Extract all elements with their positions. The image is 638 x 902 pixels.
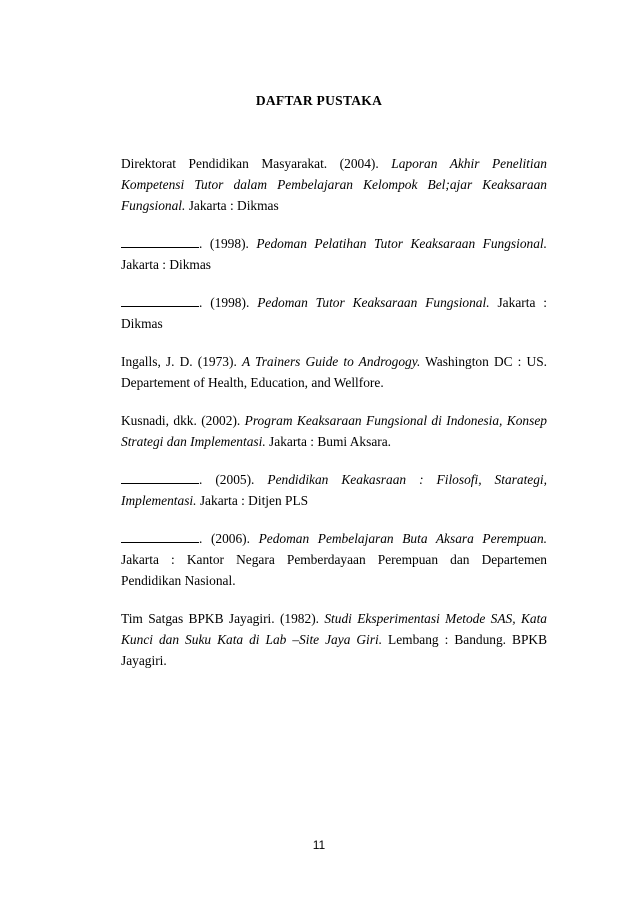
reference-entry xyxy=(121,608,547,671)
reference-publisher: Jakarta : Dikmas xyxy=(121,257,211,272)
repeat-author-dash xyxy=(121,237,199,248)
reference-publisher: Jakarta : Bumi Aksara. xyxy=(265,434,392,449)
reference-author-year: Tim Satgas BPKB Jayagiri. (1982). xyxy=(121,611,325,626)
reference-title: Laporan Akhir Penelitian Kompetensi Tutor dalam Pembelajaran Kelompok Bel;ajar Keaksaraan Fungsional. xyxy=(121,156,548,213)
reference-title: Studi Eksperimentasi Metode SAS, Kata Kunci dan Suku Kata di Lab –Site Jaya Giri. xyxy=(121,611,547,647)
reference-entry xyxy=(121,410,547,452)
reference-title: Pedoman Pelatihan Tutor Keaksaraan Fungsional. xyxy=(256,236,547,251)
reference-author-year: Direktorat Pendidikan Masyarakat. (2004). xyxy=(121,156,392,171)
reference-entry xyxy=(121,469,547,511)
reference-author-year: Kusnadi, dkk. (2002). xyxy=(121,413,245,428)
reference-author-year: Ingalls, J. D. (1973). xyxy=(121,354,242,369)
reference-entry xyxy=(121,351,547,393)
repeat-author-dash xyxy=(121,532,199,543)
reference-title: Pendidikan Keakasraan : Filosofi, Starategi, Implementasi. xyxy=(121,472,547,508)
reference-publisher: Washington DC : US. Departement of Health, Education, and Wellfore. xyxy=(121,354,547,390)
reference-entry xyxy=(121,153,547,216)
reference-author-year: . (2005). xyxy=(199,472,268,487)
page-number: 11 xyxy=(312,838,326,852)
reference-publisher: Jakarta : Kantor Negara Pemberdayaan Perempuan dan Departemen Pendidikan Nasional. xyxy=(121,552,547,588)
reference-list xyxy=(121,153,547,688)
reference-author-year: . (1998). xyxy=(199,295,258,310)
reference-title: Program Keaksaraan Fungsional di Indonesia, Konsep Strategi dan Implementasi. xyxy=(121,413,547,449)
reference-publisher: Jakarta : Dikmas xyxy=(121,295,548,331)
reference-publisher: Lembang : Bandung. BPKB Jayagiri. xyxy=(121,632,547,668)
reference-title: Pedoman Tutor Keaksaraan Fungsional. xyxy=(257,295,490,310)
reference-publisher: Jakarta : Dikmas xyxy=(185,198,279,213)
reference-entry xyxy=(121,292,547,334)
repeat-author-dash xyxy=(121,473,199,484)
reference-entry xyxy=(121,233,547,275)
reference-publisher: Jakarta : Ditjen PLS xyxy=(196,493,309,508)
reference-entry xyxy=(121,528,547,591)
reference-author-year: . (1998). xyxy=(199,236,257,251)
repeat-author-dash xyxy=(121,296,199,307)
page-title: DAFTAR PUSTAKA xyxy=(255,93,383,108)
reference-title: Pedoman Pembelajaran Buta Aksara Perempuan. xyxy=(258,531,547,546)
reference-title: A Trainers Guide to Androgogy. xyxy=(241,354,421,369)
reference-author-year: . (2006). xyxy=(199,531,259,546)
